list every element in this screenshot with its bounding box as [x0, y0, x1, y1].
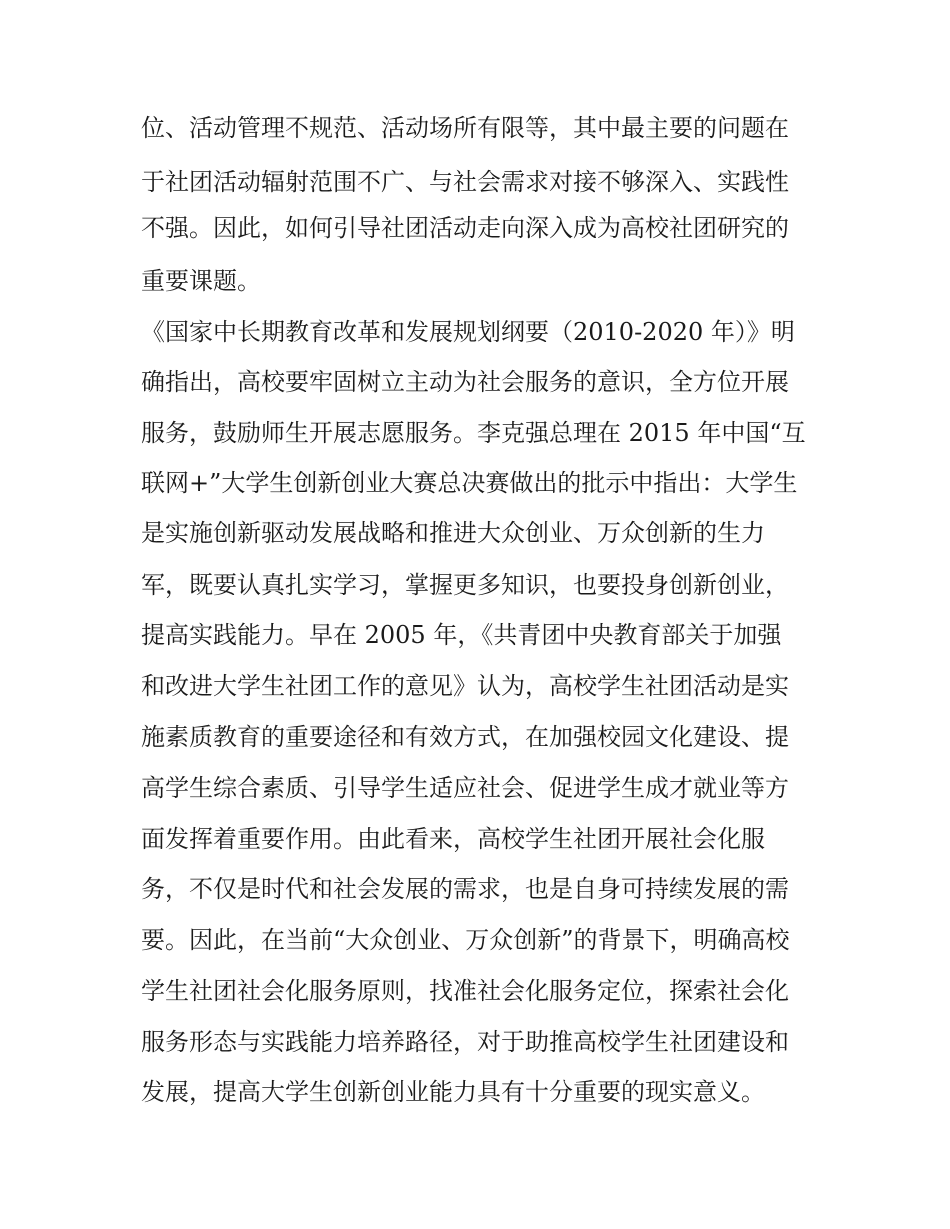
text-line: 施素质教育的重要途径和有效方式，在加强校园文化建设、提 — [141, 723, 789, 751]
text-line: 提高实践能力。早在 2005 年，《共青团中央教育部关于加强 — [141, 621, 782, 649]
text-line: 服务形态与实践能力培养路径，对于助推高校学生社团建设和 — [141, 1028, 789, 1056]
text-line: 和改进大学生社团工作的意见》认为，高校学生社团活动是实 — [141, 672, 789, 700]
text-line: 联网+”大学生创新创业大赛总决赛做出的批示中指出：大学生 — [141, 469, 798, 497]
text-line: 务，不仅是时代和社会发展的需求，也是自身可持续发展的需 — [141, 875, 789, 903]
text-line: 重要课题。 — [141, 267, 261, 295]
text-line: 是实施创新驱动发展战略和推进大众创业、万众创新的生力 — [141, 519, 765, 547]
text-line: 确指出，高校要牢固树立主动为社会服务的意识，全方位开展 — [141, 368, 789, 396]
text-line: 位、活动管理不规范、活动场所有限等，其中最主要的问题在 — [141, 114, 789, 142]
text-line: 军，既要认真扎实学习，掌握更多知识，也要投身创新创业， — [141, 571, 789, 599]
text-line: 高学生综合素质、引导学生适应社会、促进学生成才就业等方 — [141, 774, 789, 802]
text-line: 服务，鼓励师生开展志愿服务。李克强总理在 2015 年中国“互 — [141, 419, 806, 447]
text-line: 要。因此，在当前“大众创业、万众创新”的背景下，明确高校 — [141, 926, 790, 954]
text-line: 学生社团社会化服务原则，找准社会化服务定位，探索社会化 — [141, 977, 789, 1005]
text-line: 发展，提高大学生创新创业能力具有十分重要的现实意义。 — [141, 1078, 765, 1106]
text-line: 《国家中长期教育改革和发展规划纲要（2010-2020 年）》明 — [141, 318, 795, 346]
text-line: 面发挥着重要作用。由此看来，高校学生社团开展社会化服 — [141, 825, 765, 853]
text-line: 于社团活动辐射范围不广、与社会需求对接不够深入、实践性 — [141, 168, 789, 196]
text-line: 不强。因此，如何引导社团活动走向深入成为高校社团研究的 — [141, 214, 789, 242]
